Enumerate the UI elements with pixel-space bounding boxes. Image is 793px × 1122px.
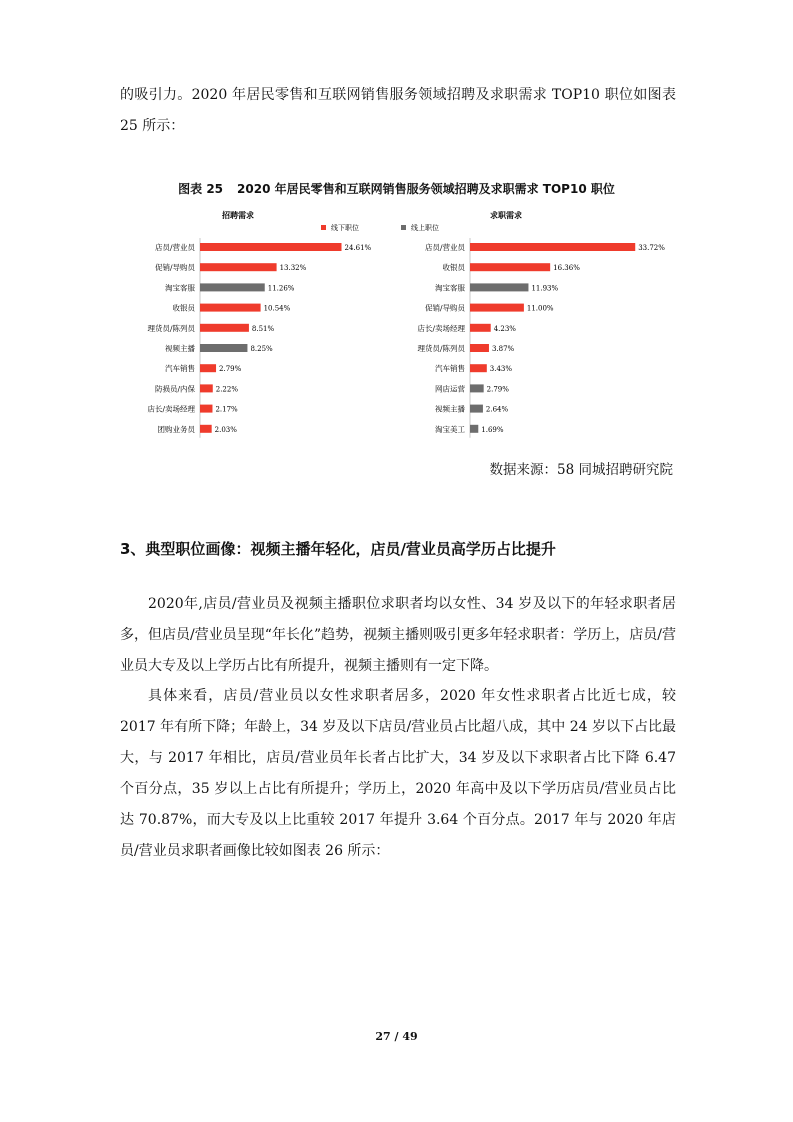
value-label: 11.26% [267, 284, 295, 293]
figure-title [0, 180, 793, 197]
chart-right-title: 求职需求 [490, 210, 522, 220]
bar [470, 425, 478, 433]
bar [470, 324, 491, 332]
bar [200, 405, 212, 413]
bar [200, 304, 261, 312]
category-label: 防损员/内保 [154, 384, 195, 394]
recruitment-jobseeking-chart [130, 205, 670, 440]
bar [200, 263, 277, 271]
value-label: 2.22% [215, 385, 239, 394]
category-label: 汽车销售 [165, 364, 195, 374]
bar [200, 243, 342, 251]
body-paragraph-2: 具体来看，店员/营业员以女性求职者居多，2020 年女性求职者占比近七成，较 2017 年有所下降；年龄上，34 岁及以下店员/营业员占比超八成，其中 24 岁以下占比最大，与 2017 年相比，店员/营业员年长者占比扩大，34 岁及以下求职者占比下降 6.47 个百分点，35 岁以上占比有所提升；学历上，2020 年高中及以下学历店员/营业员占比达 70.87%，而大专及以上比重较 2017 年提升 3.64 个百分点。2017 年与 2020 年店员/营业员求职者画像比较如图表 26 所示： [120, 688, 676, 859]
value-label: 2.64% [485, 405, 509, 414]
value-label: 3.87% [491, 345, 515, 353]
value-label: 24.61% [344, 244, 372, 252]
category-label: 视频主播 [435, 404, 465, 414]
bar [470, 263, 550, 271]
value-label: 3.43% [489, 365, 513, 374]
figure-caption: 2020 年居民零售和互联网销售服务领域招聘及求职需求 TOP10 职位 [237, 182, 615, 196]
value-label: 13.32% [279, 264, 307, 273]
category-label: 淘宝美工 [435, 424, 465, 434]
category-label: 汽车销售 [435, 364, 465, 374]
value-label: 2.79% [486, 385, 509, 394]
bar [470, 405, 483, 413]
category-label: 店长/卖场经理 [147, 404, 195, 414]
value-label: 2.79% [219, 365, 242, 374]
category-label: 收银员 [442, 263, 465, 273]
section-heading: 3、典型职位画像：视频主播年轻化，店员/营业员高学历占比提升 [120, 540, 556, 558]
data-source: 数据来源：58 同城招聘研究院 [489, 462, 673, 478]
page-footer [0, 1030, 793, 1043]
category-label: 理货员/陈列员 [417, 344, 465, 353]
page-separator: / [394, 1030, 399, 1043]
legend-offline-swatch [321, 225, 326, 230]
category-label: 视频主播 [165, 344, 195, 353]
value-label: 10.54% [263, 304, 291, 313]
category-label: 店员/营业员 [424, 243, 465, 252]
chart-right-panel [417, 238, 665, 438]
body-paragraph-1: 2020年,店员/营业员及视频主播职位求职者均以女性、34 岁及以下的年轻求职者居多，但店员/营业员呈现“年长化”趋势，视频主播则吸引更多年轻求职者：学历上，店员/营业员大专及以上学历占比有所提升，视频主播则有一定下降。 [120, 596, 676, 674]
intro-paragraph: 的吸引力。2020 年居民零售和互联网销售服务领域招聘及求职需求 TOP10 职位如图表 25 所示： [120, 87, 676, 134]
category-label: 店员/营业员 [154, 243, 195, 252]
bar [200, 344, 247, 352]
value-label: 4.23% [493, 324, 516, 333]
chart-legend [321, 223, 439, 232]
value-label: 1.69% [481, 425, 504, 434]
page-total: 49 [402, 1030, 418, 1043]
category-label: 理货员/陈列员 [147, 323, 195, 333]
chart-left-panel [147, 238, 371, 438]
bar [200, 425, 212, 433]
category-label: 淘宝客服 [435, 283, 465, 293]
category-label: 团购业务员 [157, 424, 195, 434]
legend-online-swatch [401, 225, 406, 230]
bar [470, 364, 487, 372]
bar [200, 324, 249, 332]
page-number: 27 [375, 1030, 391, 1043]
value-label: 8.51% [251, 324, 275, 333]
bar [470, 283, 528, 291]
bar [470, 384, 484, 392]
bar [200, 364, 216, 372]
value-label: 16.36% [553, 264, 580, 273]
bar [200, 283, 265, 291]
category-label: 促销/导购员 [424, 303, 465, 313]
legend-online-label: 线上职位 [411, 224, 439, 232]
value-label: 11.00% [526, 304, 554, 313]
value-label: 33.72% [638, 244, 665, 252]
category-label: 淘宝客服 [165, 283, 195, 293]
bar [200, 384, 213, 392]
bar [470, 304, 524, 312]
value-label: 8.25% [250, 345, 273, 353]
figure-number: 图表 25 [178, 182, 224, 196]
category-label: 收银员 [172, 303, 195, 313]
chart-left-title: 招聘需求 [222, 210, 254, 220]
category-label: 店长/卖场经理 [417, 323, 465, 333]
value-label: 2.17% [215, 405, 238, 414]
legend-offline-label: 线下职位 [331, 224, 359, 232]
category-label: 网店运营 [435, 384, 465, 394]
category-label: 促销/导购员 [154, 263, 195, 273]
value-label: 11.93% [531, 284, 559, 293]
bar [470, 344, 489, 352]
bar [470, 243, 635, 251]
value-label: 2.03% [214, 425, 237, 434]
